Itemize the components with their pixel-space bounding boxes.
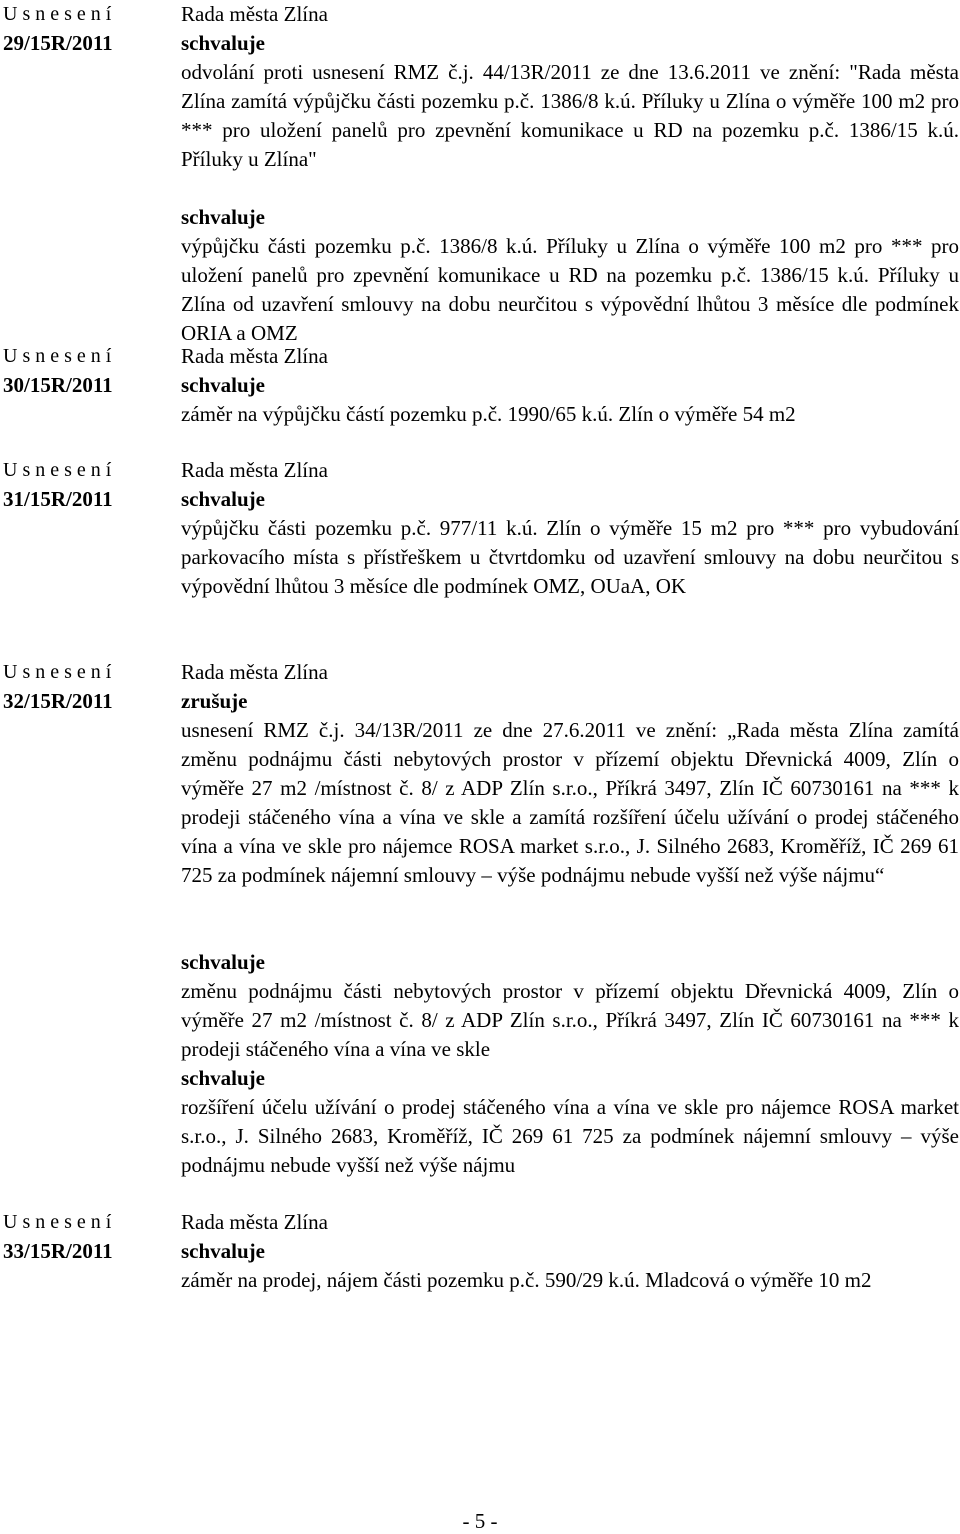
resolution-number: 30/15R/2011 — [3, 373, 113, 397]
resolution-label: U s n e s e n í — [3, 459, 112, 481]
issuer: Rada města Zlína — [181, 2, 328, 26]
resolution-body — [181, 0, 959, 348]
issuer: Rada města Zlína — [181, 458, 328, 482]
issuer: Rada města Zlína — [181, 660, 328, 684]
verb: schvaluje — [181, 950, 265, 974]
resolution-label: U s n e s e n í — [3, 3, 112, 25]
resolution-body — [181, 658, 959, 1180]
resolution-heading — [3, 0, 168, 58]
resolution-text: záměr na výpůjčku částí pozemku p.č. 1990/65 k.ú. Zlín o výměře 54 m2 — [181, 402, 796, 426]
verb: schvaluje — [181, 373, 265, 397]
page-number: - 5 - — [462, 1509, 498, 1533]
verb: zrušuje — [181, 689, 248, 713]
resolution-text: záměr na prodej, nájem části pozemku p.č. 590/29 k.ú. Mladcová o výměře 10 m2 — [181, 1268, 872, 1292]
resolution-number: 29/15R/2011 — [3, 31, 113, 55]
resolution-label: U s n e s e n í — [3, 345, 112, 367]
issuer: Rada města Zlína — [181, 344, 328, 368]
resolution-heading — [3, 342, 168, 400]
resolution-body — [181, 456, 959, 601]
resolution-text: výpůjčku části pozemku p.č. 977/11 k.ú. Zlín o výměře 15 m2 pro *** pro vybudování parkovacího místa s přístřeškem u čtvrtdomku od uzavření smlouvy na dobu neurčitou s výpovědní lhůtou 3 měsíce dle podmínek OMZ, OUaA, OK — [181, 516, 959, 598]
resolution-number: 31/15R/2011 — [3, 487, 113, 511]
resolution-text: změnu podnájmu části nebytových prostor v přízemí objektu Dřevnická 4009, Zlín o výměře 27 m2 /místnost č. 8/ z ADP Zlín s.r.o., Příkrá 3497, Zlín IČ 60730161 na *** k prodeji stáčeného vína a vína ve skle — [181, 979, 959, 1061]
verb: schvaluje — [181, 31, 265, 55]
issuer: Rada města Zlína — [181, 1210, 328, 1234]
resolution-heading — [3, 658, 168, 716]
resolution-text: výpůjčku části pozemku p.č. 1386/8 k.ú. Příluky u Zlína o výměře 100 m2 pro *** pro uložení panelů pro zpevnění komunikace u RD na pozemku p.č. 1386/15 k.ú. Příluky u Zlína od uzavření smlouvy na dobu neurčitou s výpovědní lhůtou 3 měsíce dle podmínek ORIA a OMZ — [181, 234, 959, 345]
resolution-heading — [3, 456, 168, 514]
resolution-number: 32/15R/2011 — [3, 689, 113, 713]
resolution-label: U s n e s e n í — [3, 661, 112, 683]
resolution-number: 33/15R/2011 — [3, 1239, 113, 1263]
resolution-text: odvolání proti usnesení RMZ č.j. 44/13R/2011 ze dne 13.6.2011 ve znění: "Rada města Zlína zamítá výpůjčku části pozemku p.č. 1386/8 k.ú. Příluky u Zlína o výměře 100 m2 pro *** pro uložení panelů pro zpevnění komunikace u RD na pozemku p.č. 1386/15 k.ú. Příluky u Zlína" — [181, 60, 959, 171]
verb: schvaluje — [181, 205, 265, 229]
verb: schvaluje — [181, 1239, 265, 1263]
resolution-label: U s n e s e n í — [3, 1211, 112, 1233]
resolution-text: usnesení RMZ č.j. 34/13R/2011 ze dne 27.6.2011 ve znění: „Rada města Zlína zamítá změnu podnájmu části nebytových prostor v přízemí objektu Dřevnická 4009, Zlín o výměře 27 m2 /místnost č. 8/ z ADP Zlín s.r.o., Příkrá 3497, Zlín IČ 60730161 na *** k prodeji stáčeného vína a vína ve skle a zamítá rozšíření účelu užívání o prodej stáčeného vína a vína ve skle pro nájemce ROSA market s.r.o., J. Silného 2683, Kroměříž, IČ 269 61 725 za podmínek nájemní smlouvy – výše podnájmu nebude vyšší než výše nájmu“ — [181, 718, 959, 887]
verb: schvaluje — [181, 1066, 265, 1090]
resolution-body — [181, 1208, 959, 1295]
resolution-heading — [3, 1208, 168, 1266]
resolution-text: rozšíření účelu užívání o prodej stáčeného vína a vína ve skle pro nájemce ROSA market s.r.o., J. Silného 2683, Kroměříž, IČ 269 61 725 za podmínek nájemní smlouvy – výše podnájmu nebude vyšší než výše nájmu — [181, 1095, 959, 1177]
verb: schvaluje — [181, 487, 265, 511]
resolution-body — [181, 342, 959, 429]
